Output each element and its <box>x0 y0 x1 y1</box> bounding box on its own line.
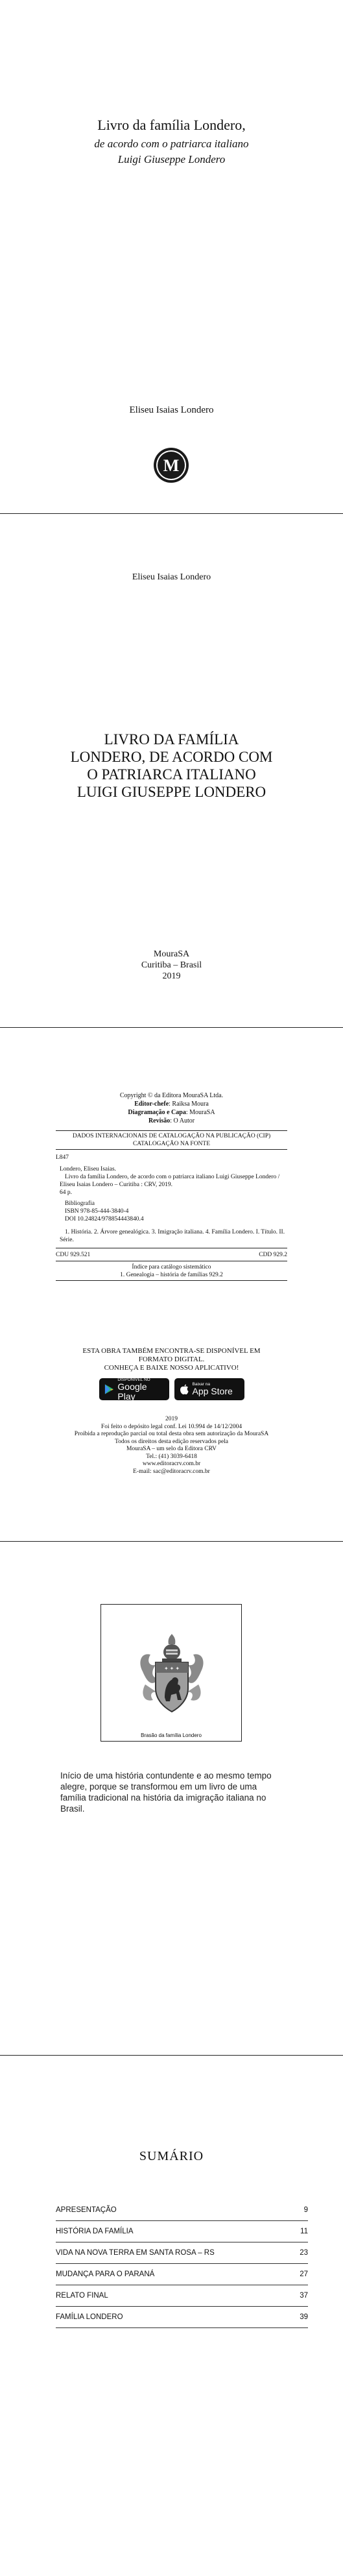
email-line[interactable]: E-mail: sac@editoracrv.com.br <box>133 1468 210 1475</box>
credits-page <box>0 1028 343 1542</box>
table-of-contents <box>56 2200 308 2328</box>
title-page-title <box>0 731 343 801</box>
crest-page <box>0 1542 343 2056</box>
digital-notice: ESTA OBRA TAMBÉM ENCONTRA-SE DISPONÍVEL EM FORMATO DIGITAL. CONHEÇA E BAIXE NOSSO APLICATIVO! <box>82 1347 261 1372</box>
cdd-code: CDD 929.2 <box>259 1252 287 1258</box>
copyright-line: Copyright © da Editora MouraSA Ltda. <box>119 1092 224 1099</box>
title-line: O PATRIARCA ITALIANO <box>87 766 256 783</box>
family-crest-icon <box>136 1633 207 1723</box>
index-entry: 1. Genealogia – história de famílias 929.2 <box>56 1271 287 1281</box>
review-line: Revisão: O Autor <box>148 1117 195 1124</box>
toc-item[interactable]: APRESENTAÇÃO 9 <box>56 2200 308 2221</box>
cover-author: Eliseu Isaias Londero <box>129 405 214 415</box>
index-title: Índice para catálogo sistemático <box>132 1264 211 1270</box>
moura-sa-logo-icon <box>152 446 190 484</box>
editor-line: Editor-chefe: Raiksa Moura <box>134 1100 209 1108</box>
publication-year: 2019 <box>162 971 181 981</box>
title-line: LIVRO DA FAMÍLIA <box>104 731 239 747</box>
title-page-author: Eliseu Isaias Londero <box>132 572 211 582</box>
title-line: LUIGI GIUSEPPE LONDERO <box>77 784 266 800</box>
book-title: Livro da família Londero, <box>97 117 246 133</box>
title-line: LONDERO, DE ACORDO COM <box>70 749 273 765</box>
title-page <box>0 514 343 1028</box>
google-play-icon <box>104 1383 114 1395</box>
publisher-city: Curitiba – Brasil <box>141 960 202 970</box>
book-blurb: Início de uma história contundente e ao mesmo tempo alegre, porque se transformou em um livro de uma família tradicional na história da imigração italiana no Brasil. <box>60 1771 272 1814</box>
website-link[interactable]: www.editoracrv.com.br <box>142 1461 201 1467</box>
app-badges <box>0 1378 343 1400</box>
crest-caption: Brasão da família Londero <box>141 1732 202 1738</box>
toc-item[interactable]: VIDA NA NOVA TERRA EM SANTA ROSA – RS 23 <box>56 2242 308 2264</box>
credits-block <box>0 1091 343 1125</box>
apple-icon <box>180 1384 189 1395</box>
cip-card <box>56 1130 287 1281</box>
summary-title: SUMÁRIO <box>139 2149 204 2163</box>
toc-item[interactable]: FAMÍLIA LONDERO 39 <box>56 2307 308 2328</box>
toc-item[interactable]: RELATO FINAL 37 <box>56 2285 308 2307</box>
book-subtitle-name: Luigi Giuseppe Londero <box>117 153 226 165</box>
summary-page <box>0 2056 343 2576</box>
cip-header: DADOS INTERNACIONAIS DE CATALOGAÇÃO NA PUBLICAÇÃO (CIP) CATALOGAÇÃO NA FONTE <box>56 1130 287 1150</box>
app-store-badge[interactable]: Baixar na App Store <box>174 1378 244 1400</box>
cdu-code: CDU 929.521 <box>56 1252 91 1258</box>
svg-text:✦ ✦ ✦: ✦ ✦ ✦ <box>163 1666 180 1671</box>
classification-row <box>56 1251 287 1261</box>
legal-block: 2019 Foi feito o depósito legal conf. Lei 10.994 de 14/12/2004 Proibida a reprodução parcial ou total desta obra sem autorização da MouraSA Todos os direitos desta edição reservados pela MouraSA – um selo da Editora CRV Tel.: (41) 3039-6418 www.editoracrv.com.br E-mail: sac@editoracrv.com.br <box>0 1416 343 1476</box>
toc-item[interactable]: HISTÓRIA DA FAMÍLIA 11 <box>56 2221 308 2242</box>
publisher-block <box>0 949 343 982</box>
svg-text:M: M <box>163 456 180 475</box>
publisher-name: MouraSA <box>153 949 190 959</box>
book-subtitle: de acordo com o patriarca italiano <box>94 138 249 150</box>
google-play-badge[interactable]: DISPONÍVEL NO Google Play <box>99 1378 169 1400</box>
design-line: Diagramação e Capa: MouraSA <box>128 1109 215 1116</box>
cover-page <box>0 0 343 514</box>
phone-line: Tel.: (41) 3039-6418 <box>146 1453 197 1460</box>
toc-item[interactable]: MUDANÇA PARA O PARANÁ 27 <box>56 2264 308 2285</box>
cip-body: Londero, Eliseu Isaias. Livro da família Londero, de acordo com o patriarca italiano Luigi Giuseppe Londero / Eliseu Isaias Londero – Curitiba : CRV, 2019. 64 p. Bibliografia ISBN 978-85-444-3840-4 DOI 10.24824/978854443840.4 1. História. 2. Árvore genealógica. 3. Imigração italiana. 4. Família Londero. I. Título. II. Série. <box>60 1166 285 1243</box>
cip-code: L847 <box>56 1154 69 1161</box>
